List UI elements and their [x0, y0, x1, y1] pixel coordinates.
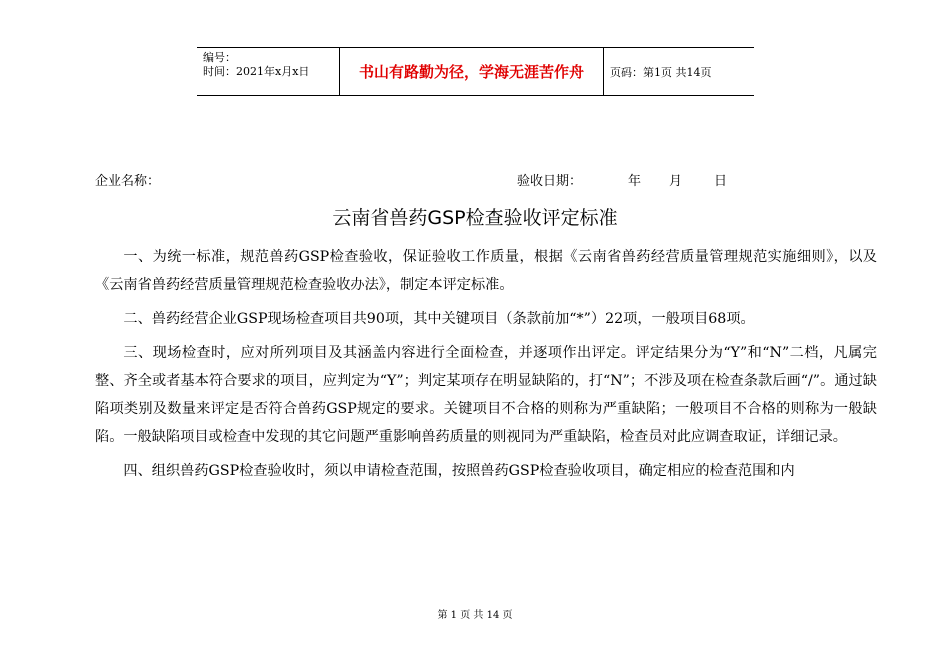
- number-label: 编号：: [203, 51, 236, 64]
- page-footer: 第 1 页 共 14 页: [437, 610, 513, 621]
- day-label: 日: [714, 174, 728, 189]
- date-label: 验收日期：: [517, 174, 583, 189]
- page-code-text: 页码：第1页 共14页: [610, 65, 712, 79]
- paragraph: 一、为统一标准，规范兽药GSP检查验收，保证验收工作质量，根据《云南省兽药经营质量管理规范实施细则》，以及《云南省兽药经营质量管理规范检查验收办法》，制定本评定标准。: [95, 249, 877, 293]
- page-code-cell: [604, 48, 754, 95]
- paragraph: 三、现场检查时，应对所列项目及其涵盖内容进行全面检查，并逐项作出评定。评定结果分为“Y”和“N”二档，凡属完整、齐全或者基本符合要求的项目，应判定为“Y”；判定某项存在明显缺陷的，打“N”；不涉及项在检查条款后画“/”。通过缺陷项类别及数量来评定是否符合兽药GSP规定的要求。关键项目不合格的则称为严重缺陷；一般项目不合格的则称为一般缺陷。一般缺陷项目或检查中发现的其它问题严重影响兽药质量的则视同为严重缺陷，检查员对此应调查取证，详细记录。: [95, 345, 877, 445]
- paragraph: 四、组织兽药GSP检查验收时，须以申请检查范围，按照兽药GSP检查验收项目，确定相应的检查范围和内: [123, 463, 795, 479]
- header-table: [197, 47, 754, 96]
- month-label: 月: [669, 174, 683, 189]
- company-label: 企业名称：: [95, 174, 161, 189]
- motto-text: 书山有路勤为径，学海无涯苦作舟: [358, 63, 584, 81]
- document-title: 云南省兽药GSP检查验收评定标准: [332, 207, 618, 229]
- time-label: 时间：2021年x月x日: [203, 65, 310, 78]
- meta-row: [95, 170, 850, 189]
- year-label: 年: [628, 174, 642, 189]
- document-body: [95, 243, 877, 491]
- paragraph: 二、兽药经营企业GSP现场检查项目共90项，其中关键项目（条款前加“*”）22项，一般项目68项。: [123, 311, 755, 327]
- acceptance-date: [517, 170, 727, 189]
- header-left-cell: [197, 48, 339, 95]
- motto-cell: [339, 48, 604, 95]
